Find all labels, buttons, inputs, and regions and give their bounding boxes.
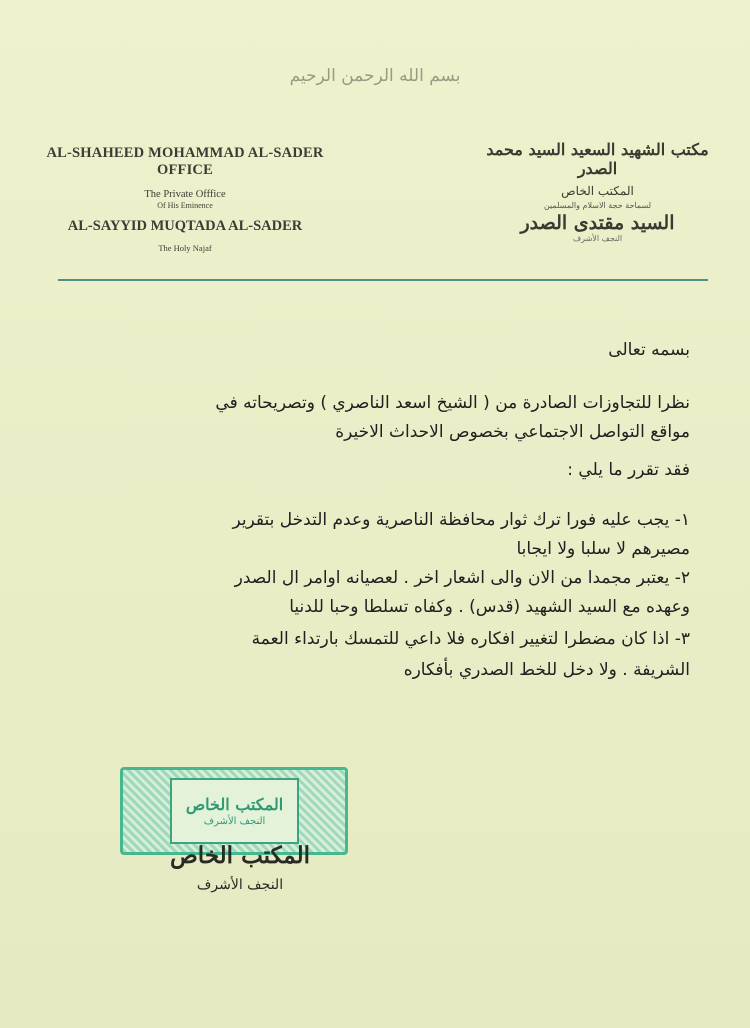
arabic-eminence: لسماحة حجة الاسلام والمسلمين — [543, 201, 652, 210]
stamp-caption — [150, 842, 330, 893]
english-office-name: AL-SHAHEED MOHAMMAD AL-SADER OFFICE — [46, 145, 324, 178]
intro-line-1: نظرا للتجاوزات الصادرة من ( الشيخ اسعد الناصري ) وتصريحاته في — [215, 393, 690, 413]
english-sayyid-name: AL-SAYYID MUQTADA AL-SADER — [67, 218, 303, 234]
item-3-line-1: ٣- اذا كان مضطرا لتغيير افكاره فلا داعي للتمسك بارتداء العمة — [251, 629, 690, 649]
opening-line: بسمه تعالى — [608, 340, 690, 360]
item-2-line-2: وعهده مع السيد الشهيد (قدس) . وكفاه تسلطا وحبا للدنيا — [289, 597, 690, 617]
stamp-caption-line-1: المكتب الخاص — [170, 842, 310, 869]
arabic-letterhead — [475, 140, 720, 243]
arabic-city: النجف الأشرف — [572, 234, 623, 243]
english-eminence: Of His Eminence — [157, 201, 213, 210]
seal-line-1: المكتب الخاص — [185, 795, 284, 814]
item-2-line-1: ٢- يعتبر مجمدا من الان والى اشعار اخر . لعصيانه اوامر ال الصدر — [234, 568, 690, 588]
english-private-office: The Private Offfice — [144, 189, 226, 200]
seal-line-2: النجف الأشرف — [203, 816, 266, 827]
arabic-office-name: مكتب الشهيد السعيد السيد محمد الصدر — [486, 140, 709, 178]
arabic-private-office: المكتب الخاص — [561, 184, 634, 198]
intro-line-2: مواقع التواصل الاجتماعي بخصوص الاحداث الاخيرة — [335, 422, 690, 442]
item-1-line-2: مصيرهم لا سلبا ولا ايجابا — [516, 539, 690, 559]
arabic-sayyid-name: السيد مقتدى الصدر — [520, 212, 675, 234]
office-seal — [170, 778, 299, 844]
decision-line: فقد تقرر ما يلي : — [567, 460, 690, 480]
stamp-caption-line-2: النجف الأشرف — [196, 877, 284, 893]
english-city: The Holy Najaf — [158, 243, 212, 253]
english-letterhead — [40, 145, 330, 253]
basmala: بسم الله الرحمن الرحيم — [289, 66, 461, 86]
item-3-line-2: الشريفة . ولا دخل للخط الصدري بأفكاره — [403, 660, 690, 680]
header-divider — [58, 279, 708, 281]
item-1-line-1: ١- يجب عليه فورا ترك ثوار محافظة الناصرية وعدم التدخل بتقرير — [232, 510, 690, 530]
